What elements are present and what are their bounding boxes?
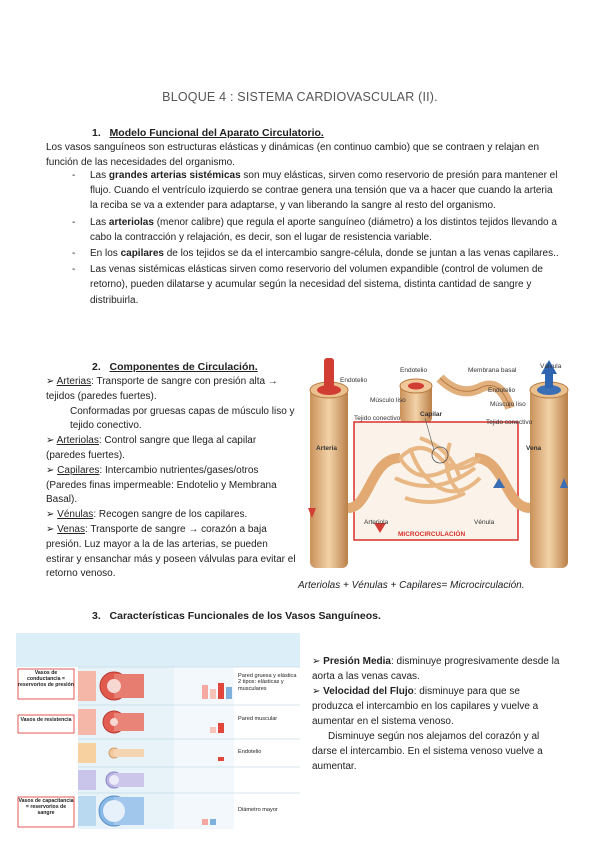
label-venula: Vénula [474, 519, 495, 526]
label-microcirculacion: MICROCIRCULACIÓN [398, 531, 466, 538]
label-arteria: Arteria [316, 445, 337, 452]
item-arterias: ➢ Arterias: Transporte de sangre con presión alta → tejidos (paredes fuertes). [46, 376, 278, 402]
label-vena: Vena [526, 445, 542, 452]
vessel-arteriole-icon [103, 711, 144, 733]
vessel-capillary-icon [109, 748, 144, 758]
components-list [46, 375, 296, 582]
item-venulas: ➢ Vénulas: Recogen sangre de los capilares. [46, 509, 248, 521]
section1-heading [92, 127, 324, 139]
bold-grandes-arterias: grandes arterias sistémicas [108, 170, 241, 181]
bold-arteriolas: arteriolas [108, 216, 154, 228]
section3-number: 3. [92, 610, 101, 622]
note-velocidad: ➢ Velocidad del Flujo: disminuye para que se produzca el intercambio en los capilares y vuelve a aumentar en el sistema venoso. [312, 686, 539, 727]
item-arteriolas: ➢ Arteriolas: Control sangre que llega al capilar (paredes fuertes). [46, 435, 257, 461]
section2-number: 2. [92, 361, 101, 373]
bullet-venas: - Las venas sistémicas elásticas sirven como reservorio del volumen expandible (control de volumen de retorno), pueden dilatarse y acumular según la necesidad del sistema, distinta cantidad de sangre y distribuirla. [90, 262, 560, 308]
figure1-caption: Arteriolas + Vénulas + Capilares= Microcirculación. [298, 580, 525, 591]
label-arteriola: Arteriola [364, 519, 389, 526]
vessel-aorta-icon [100, 672, 144, 700]
bullet-capilares: - En los capilares de los tejidos se da el intercambio sangre-célula, donde se juntan a las venas capilares.. [90, 246, 560, 261]
bullet-grandes-arterias: - Las grandes arterias sistémicas son muy elásticas, sirven como reservorio de presión para mantener el flujo. Cuando el ventrículo izquierdo se contrae genera una tensión que va a hacer que cuando la arteria la reciba se va a extender para adaptarse, y van liberando la sangre al resto del organismo. [90, 168, 560, 214]
label-conductancia: Vasos de conductancia = reservorios de presión [18, 670, 74, 689]
bullet-arteriolas: - Las arteriolas (menor calibre) que regula el aporte sanguíneo (diámetro) a los distintos tejidos llevando a cabo la contracción y relajación, es decir, son el lugar de resistencia variable. [90, 215, 560, 245]
label-tejido-right: Tejido conectivo [486, 419, 533, 426]
vessel-vein-icon [99, 796, 144, 826]
desc-aorta: Pared gruesa y elástica 2 tipos: elásticas y musculares [238, 673, 297, 692]
desc-vena: Diámetro mayor [238, 807, 278, 813]
vessels-table-figure [16, 633, 300, 829]
label-endotelio-left: Endotelio [340, 377, 368, 384]
item-venas: ➢ Venas: Transporte de sangre → corazón a baja presión. Luz mayor a la de las arterias, se pueden estirar y ensanchar más y poseen válvulas para evitar el retorno venoso. [46, 523, 296, 580]
section1-bullets [90, 168, 560, 309]
vessel-venule-icon [106, 772, 144, 788]
label-tejido-center: Tejido conectivo [354, 415, 401, 422]
item-capilares: ➢ Capilares: Intercambio nutrientes/gases/otros (Paredes finas impermeable: Endotelio y Membrana Basal). [46, 464, 277, 506]
bold-capilares: capilares [120, 248, 164, 260]
section2-title: Componentes de Circulación. [109, 361, 258, 373]
label-membrana-basal: Membrana basal [468, 367, 517, 374]
microcirculation-figure [300, 358, 576, 576]
artery-flow-arrow [324, 358, 334, 388]
label-resistencia: Vasos de resistencia [20, 717, 72, 723]
section3-title: Características Funcionales de los Vasos Sanguíneos. [109, 610, 381, 622]
note-extra: Disminuye según nos alejamos del corazón y al darse el intercambio. En el sistema venoso vuelve a aumentar. [312, 731, 543, 772]
label-musculo-liso-center: Músculo liso [370, 397, 406, 404]
section1-intro: Los vasos sanguíneos son estructuras elásticas y dinámicas (en continuo cambio) que se contraen y relajan en función de las necesidades del organismo. [46, 142, 540, 169]
note-presion: ➢ Presión Media: disminuye progresivamente desde la aorta a las venas cavas. [312, 656, 560, 682]
label-capilar: Capilar [420, 411, 443, 418]
label-musculo-liso-right: Músculo liso [490, 401, 526, 408]
desc-arteriola: Pared muscular [238, 716, 278, 722]
section2-heading [92, 361, 258, 373]
section1-title: Modelo Funcional del Aparato Circulatorio. [109, 127, 324, 139]
label-endotelio-right: Endotelio [488, 387, 516, 394]
section3-notes [312, 654, 562, 774]
label-capacitancia: Vasos de capacitancia = reservorios de sangre [18, 798, 74, 817]
page-title: BLOQUE 4 : SISTEMA CARDIOVASCULAR (II). [162, 90, 438, 104]
section1-number: 1. [92, 127, 101, 139]
label-endotelio-center: Endotelio [400, 367, 428, 374]
item-arterias-extra: Conformadas por gruesas capas de músculo liso y tejido conectivo. [70, 405, 295, 432]
artery-tube [310, 388, 348, 568]
section3-heading [92, 610, 381, 622]
desc-capilar: Endotelio [238, 749, 262, 755]
label-valvula: Válvula [540, 363, 562, 370]
vein-tube [530, 388, 568, 568]
